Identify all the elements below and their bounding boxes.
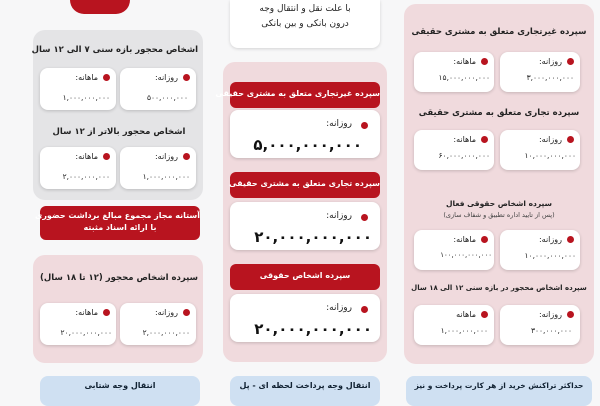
bullet-icon: [361, 122, 368, 129]
bullet-icon: [183, 74, 190, 81]
monthly-label: ماهانه:: [75, 308, 98, 317]
middle-card2-header: سپرده تجاری متعلق به مشتری حقیقی: [230, 172, 380, 198]
banner-line-1: آستانه مجاز مجموع مبالغ برداشت حضوری: [34, 211, 200, 220]
middle-card1-header: سپرده غیرتجاری متعلق به مشتری حقیقی: [230, 82, 380, 108]
right-section1-daily-card: [500, 52, 580, 92]
left-bottom-tab: انتقال وجه شتابی: [40, 376, 200, 406]
bullet-icon: [103, 153, 110, 160]
daily-value: ۵۰۰,۰۰۰,۰۰۰: [146, 93, 188, 102]
left-section2-daily-card: [120, 147, 196, 189]
bullet-icon: [103, 309, 110, 316]
bullet-icon: [567, 236, 574, 243]
left-section2-title: اشخاص محجور بالاتر از ۱۲ سال: [52, 127, 186, 137]
monthly-value: ۲,۰۰۰,۰۰۰,۰۰۰: [62, 172, 110, 181]
bullet-icon: [481, 236, 488, 243]
monthly-value: ۱,۰۰۰,۰۰۰,۰۰۰: [440, 326, 488, 335]
right-section4-title: سپرده اشخاص محجور در بازه سنی ۱۲ الی ۱۸ سال: [411, 284, 587, 292]
left-section3-monthly-card: [40, 303, 116, 345]
daily-label: روزانه:: [154, 308, 178, 317]
middle-card1: [230, 110, 380, 158]
right-section3-title: سپرده اشخاص حقوقی فعال: [446, 199, 552, 208]
bullet-icon: [103, 74, 110, 81]
monthly-value: ۱۰۰,۰۰۰,۰۰۰,۰۰۰: [440, 251, 492, 259]
daily-value: ۱۰,۰۰۰,۰۰۰,۰۰۰: [524, 151, 576, 160]
right-section3-daily-card: [500, 230, 580, 270]
daily-value: ۱,۰۰۰,۰۰۰,۰۰۰: [142, 172, 190, 181]
left-section3-title: سپرده اشخاص محجور (۱۲ تا ۱۸ سال): [40, 273, 198, 283]
monthly-value: ۲۰,۰۰۰,۰۰۰,۰۰۰: [60, 328, 112, 337]
right-column: [400, 0, 600, 400]
right-section1-title: سپرده غیرتجاری متعلق به مشتری حقیقی: [411, 27, 587, 37]
monthly-label: ماهانه:: [453, 235, 476, 244]
monthly-value: ۱,۰۰۰,۰۰۰,۰۰۰: [62, 93, 110, 102]
monthly-value: ۱۵,۰۰۰,۰۰۰,۰۰۰: [438, 73, 490, 82]
monthly-label: ماهانه:: [453, 135, 476, 144]
banner-line-2: با ارائه اسناد مثبته: [83, 223, 157, 232]
left-threshold-banner: [34, 206, 200, 240]
right-section4-daily-card: [500, 305, 580, 345]
bullet-icon: [481, 58, 488, 65]
right-section2-monthly-card: [414, 130, 494, 170]
daily-label: روزانه:: [326, 119, 352, 129]
left-section1-daily-card: [120, 68, 196, 110]
monthly-label: ماهانه: [456, 310, 476, 319]
middle-top-box: [230, 0, 380, 48]
right-section2-daily-card: [500, 130, 580, 170]
daily-label: روزانه:: [538, 57, 562, 66]
bullet-icon: [567, 58, 574, 65]
left-section1-monthly-card: [40, 68, 116, 110]
bullet-icon: [567, 311, 574, 318]
daily-value: ۲,۰۰۰,۰۰۰,۰۰۰: [142, 328, 190, 337]
right-section2-title: سپرده تجاری متعلق به مشتری حقیقی: [418, 108, 580, 118]
left-section2-monthly-card: [40, 147, 116, 189]
daily-value: ۲۰,۰۰۰,۰۰۰,۰۰۰: [254, 228, 372, 246]
bullet-icon: [183, 309, 190, 316]
right-section3-monthly-card: [414, 230, 494, 270]
daily-value: ۳,۰۰۰,۰۰۰,۰۰۰: [526, 73, 574, 82]
daily-label: روزانه:: [538, 135, 562, 144]
bullet-icon: [183, 153, 190, 160]
left-section3-daily-card: [120, 303, 196, 345]
daily-label: روزانه:: [154, 73, 178, 82]
left-column: [0, 0, 200, 400]
monthly-label: ماهانه:: [75, 73, 98, 82]
daily-label: روزانه:: [154, 152, 178, 161]
daily-label: روزانه:: [538, 310, 562, 319]
right-section3-subtitle: (پس از تایید اداره تطبیق و شفاف سازی): [443, 211, 555, 219]
top-line-1: با علت نقل و انتقال وجه: [259, 4, 351, 14]
middle-card2: [230, 202, 380, 250]
daily-label: روزانه:: [538, 235, 562, 244]
middle-bottom-tab: انتقال وجه پرداخت لحظه ای - پل: [230, 376, 380, 406]
daily-label: روزانه:: [326, 211, 352, 221]
middle-card3: [230, 294, 380, 342]
bullet-icon: [361, 306, 368, 313]
top-line-2: درون بانکی و بین بانکی: [261, 19, 349, 29]
right-section1-monthly-card: [414, 52, 494, 92]
daily-label: روزانه:: [326, 303, 352, 313]
right-section4-monthly-card: [414, 305, 494, 345]
monthly-label: ماهانه:: [453, 57, 476, 66]
monthly-label: ماهانه:: [75, 152, 98, 161]
bullet-icon: [361, 214, 368, 221]
bullet-icon: [567, 136, 574, 143]
daily-value: ۲۰,۰۰۰,۰۰۰,۰۰۰: [254, 320, 372, 338]
middle-column: [210, 0, 400, 400]
right-bottom-tab: حداکثر تراکنش خرید از هر کارت پرداخت و نیز: [406, 376, 592, 406]
bullet-icon: [481, 136, 488, 143]
left-section1-title: اشخاص محجور بازه سنی ۷ الی ۱۲ سال: [31, 45, 198, 55]
middle-card3-header: سپرده اشخاص حقوقی: [230, 264, 380, 290]
left-top-red-tab: [70, 0, 130, 14]
daily-value: ۵,۰۰۰,۰۰۰,۰۰۰: [253, 136, 362, 154]
bullet-icon: [481, 311, 488, 318]
daily-value: ۱۰,۰۰۰,۰۰۰,۰۰۰: [524, 251, 576, 260]
daily-value: ۳۰۰,۰۰۰,۰۰۰: [530, 326, 572, 335]
monthly-value: ۶۰,۰۰۰,۰۰۰,۰۰۰: [438, 151, 490, 160]
